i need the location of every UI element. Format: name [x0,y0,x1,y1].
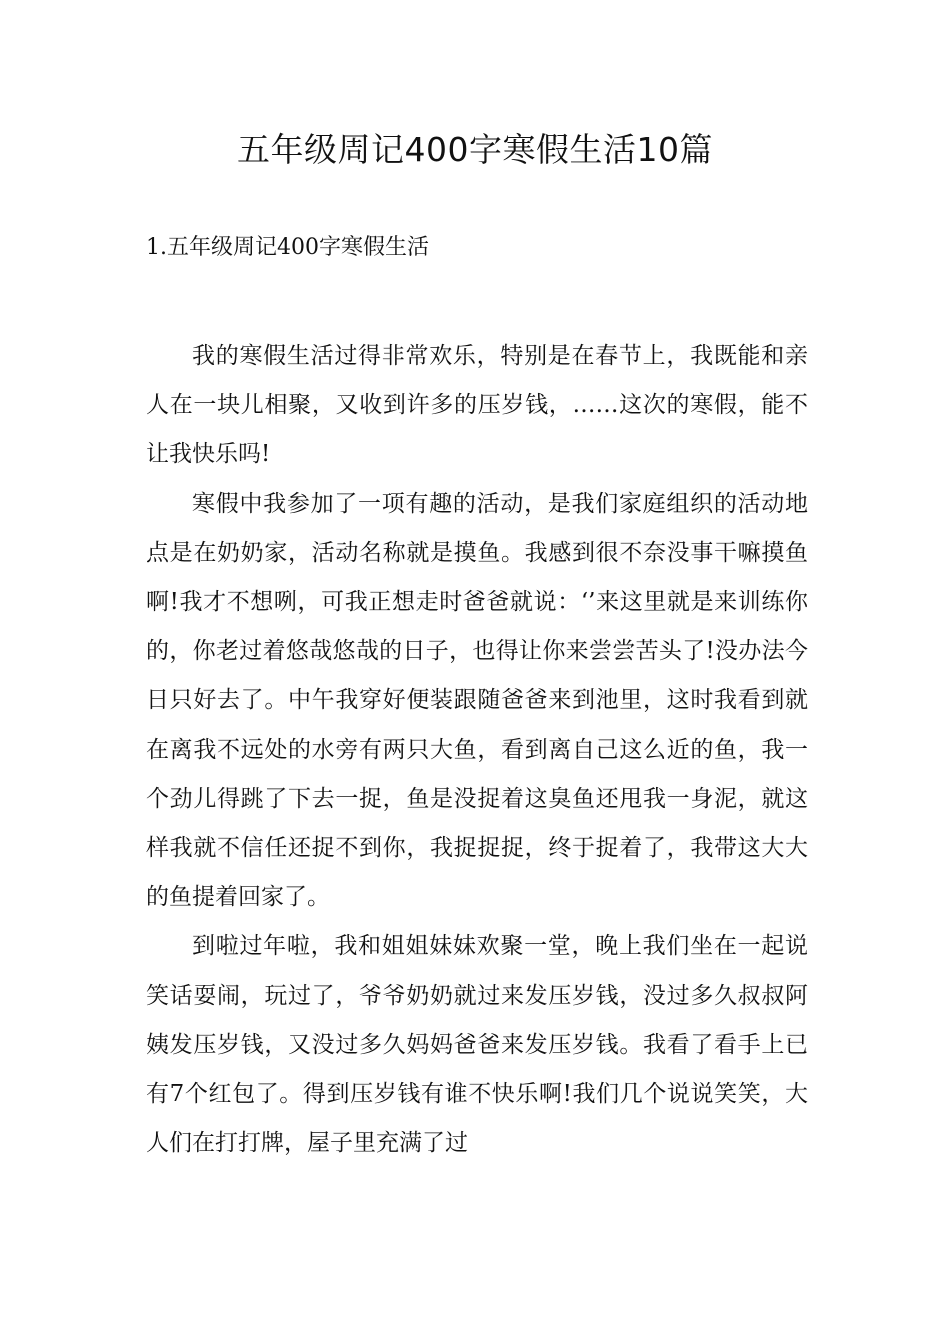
paragraph: 寒假中我参加了一项有趣的活动，是我们家庭组织的活动地点是在奶奶家，活动名称就是摸鱼。我感到很不奈没事干嘛摸鱼啊!我才不想咧，可我正想走时爸爸就说：‘’来这里就是来训练你的，你老过着悠哉悠哉的日子，也得让你来尝尝苦头了!没办法今日只好去了。中午我穿好便装跟随爸爸来到池里，这时我看到就在离我不远处的水旁有两只大鱼，看到离自己这么近的鱼，我一个劲儿得跳了下去一捉，鱼是没捉着这臭鱼还甩我一身泥，就这样我就不信任还捉不到你，我捉捉捉，终于捉着了，我带这大大的鱼提着回家了。 [146,490,808,911]
section-heading: 1.五年级周记400字寒假生活 [146,235,429,260]
paragraph: 我的寒假生活过得非常欢乐，特别是在春节上，我既能和亲人在一块儿相聚，又收到许多的压岁钱，……这次的寒假，能不让我快乐吗! [146,343,808,468]
paragraph: 到啦过年啦，我和姐姐妹妹欢聚一堂，晚上我们坐在一起说笑话耍闹，玩过了，爷爷奶奶就过来发压岁钱，没过多久叔叔阿姨发压岁钱，又没过多久妈妈爸爸来发压岁钱。我看了看手上已有7个红包了。得到压岁钱有谁不快乐啊!我们几个说说笑笑，大人们在打打牌，屋子里充满了过 [146,933,808,1157]
article-body [146,332,808,1168]
document-title: 五年级周记400字寒假生活10篇 [237,130,713,169]
